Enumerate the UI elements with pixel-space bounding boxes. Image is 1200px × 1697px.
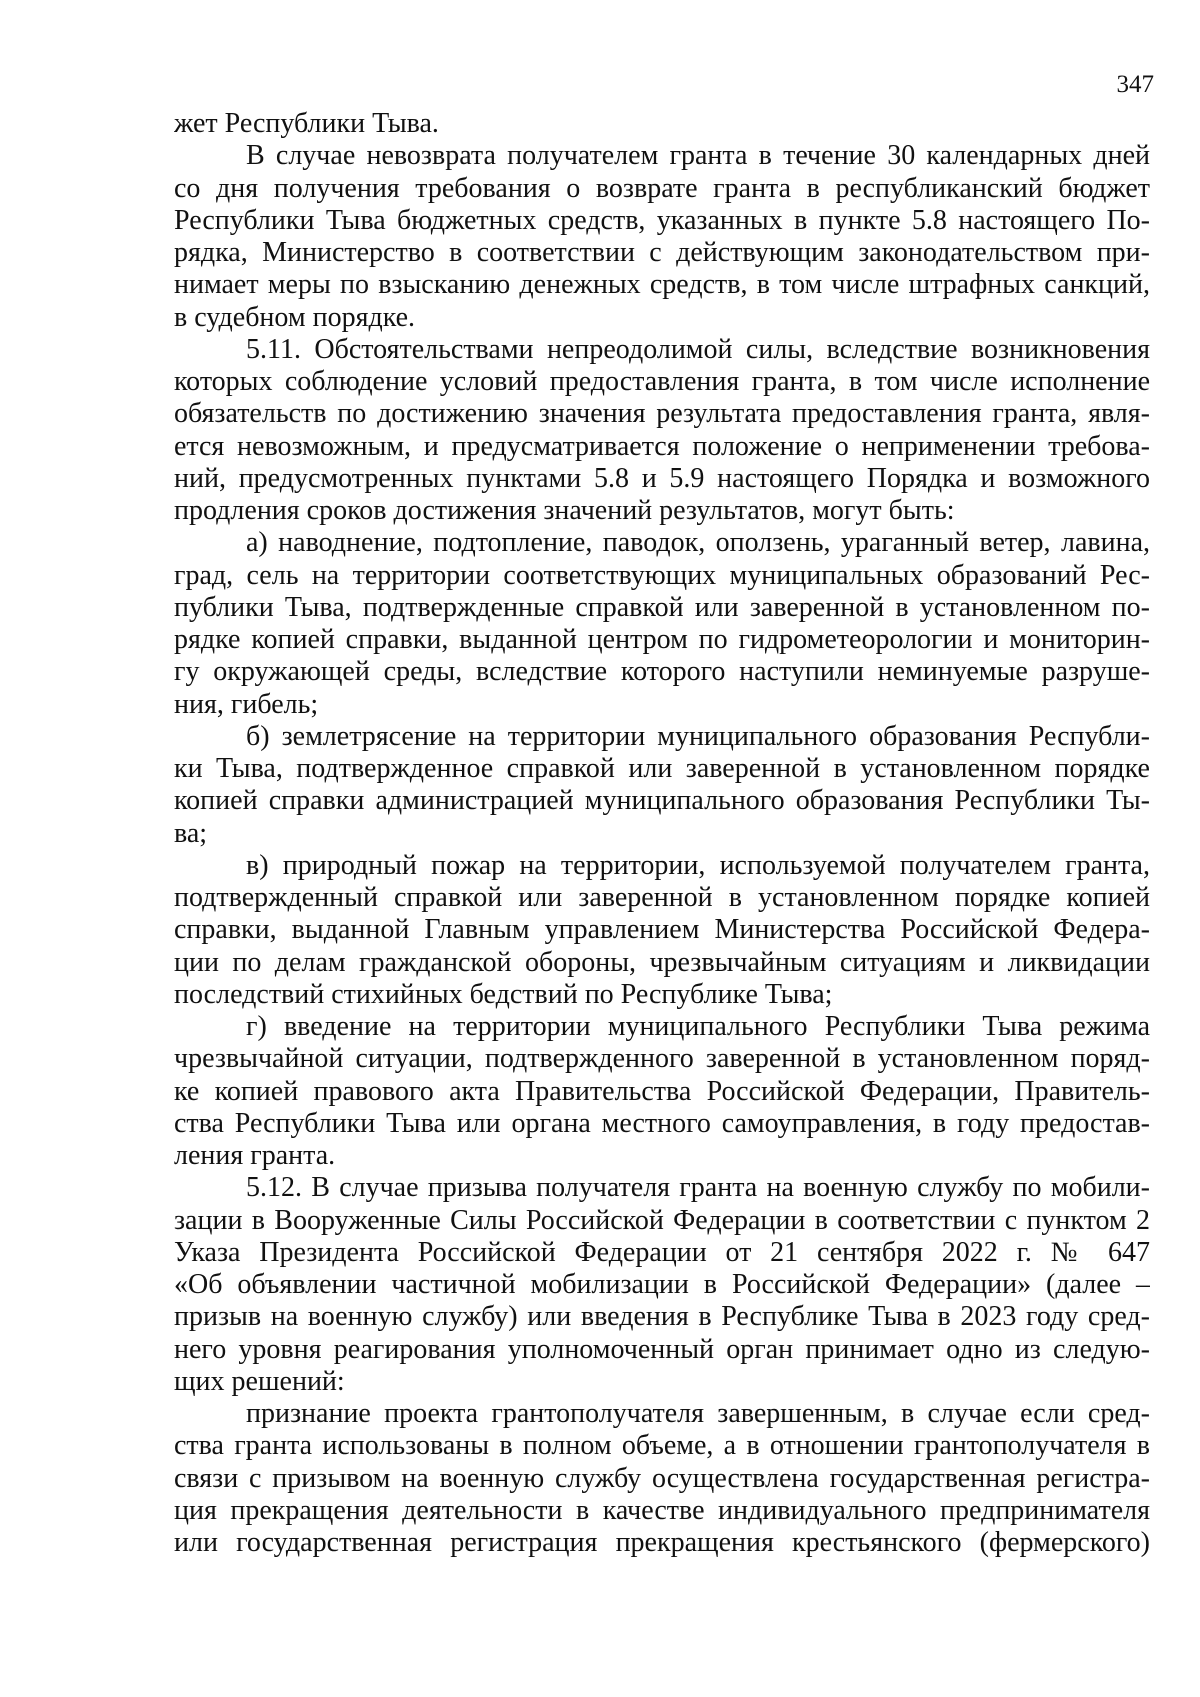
text-line: 5.11. Обстоятельствами непреодолимой силы, вследствие возникновения [246,333,1150,365]
paragraph [174,1172,1150,1398]
text-line: В случае невозврата получателем гранта в течение 30 календарных дней [246,140,1150,172]
text-line: жет Республики Тыва. [174,108,439,139]
text-line: рядка, Министерство в соответствии с действующим законодательством при- [174,237,1150,268]
text-line: Республики Тыва бюджетных средств, указанных в пункте 5.8 настоящего По- [174,204,1150,236]
paragraph [174,140,1150,334]
text-line: ции по делам гражданской обороны, чрезвычайным ситуациям и ликвидации [174,946,1150,978]
text-line: ется невозможным, и предусматривается положение о неприменении требова- [174,430,1150,462]
text-line: связи с призывом на военную службу осуществлена государственная регистра- [174,1462,1150,1494]
text-line: ция прекращения деятельности в качестве индивидуального предпринимателя [174,1494,1150,1526]
text-line: продления сроков достижения значений результатов, могут быть: [174,495,955,526]
text-line: щих решений: [174,1365,345,1397]
text-line: чрезвычайной ситуации, подтвержденного заверенной в установленном поряд- [174,1043,1150,1075]
text-line: справки, выданной Главным управлением Министерства Российской Федера- [174,914,1150,946]
text-line: которых соблюдение условий предоставления гранта, в том числе исполнение [174,366,1150,397]
text-line: обязательств по достижению значения результата предоставления гранта, явля- [174,398,1150,430]
text-line: ки Тыва, подтвержденное справкой или заверенной в установленном порядке [174,753,1150,784]
text-line: ния, гибель; [174,688,319,720]
paragraph [174,527,1150,721]
text-line: в судебном порядке. [174,301,416,333]
paragraph [174,1398,1150,1559]
document-body [174,108,1150,1559]
text-line: подтвержденный справкой или заверенной в установленном порядке копией [174,882,1150,913]
page-number: 347 [1116,71,1154,98]
text-line: ке копией правового акта Правительства Российской Федерации, Правитель- [174,1075,1150,1107]
text-line: г) введение на территории муниципального Республики Тыва режима [246,1011,1150,1042]
text-line: зации в Вооруженные Силы Российской Федерации в соответствии с пунктом 2 [174,1204,1150,1236]
text-line: призыв на военную службу) или введения в Республике Тыва в 2023 году сред- [174,1301,1150,1333]
text-line: в) природный пожар на территории, используемой получателем гранта, [246,849,1150,881]
text-line: 5.12. В случае призыва получателя гранта на военную службу по мобили- [246,1172,1150,1204]
text-line: нимает меры по взысканию денежных средств, в том числе штрафных санкций, [174,269,1150,301]
text-line: со дня получения требования о возврате гранта в республиканский бюджет [174,172,1150,204]
paragraph [174,850,1150,1011]
text-line: признание проекта грантополучателя завершенным, в случае если сред- [246,1398,1150,1429]
text-line: а) наводнение, подтопление, паводок, оползень, ураганный ветер, лавина, [246,527,1150,559]
paragraph [174,1011,1150,1172]
text-line: «Об объявлении частичной мобилизации в Российской Федерации» (далее – [174,1269,1150,1300]
paragraph [174,334,1150,528]
text-line: ства гранта использованы в полном объеме, а в отношении грантополучателя в [174,1430,1150,1462]
paragraph [174,721,1150,850]
text-line: ления гранта. [174,1140,336,1171]
text-line: него уровня реагирования уполномоченный орган принимает одно из следую- [174,1333,1150,1365]
text-line: ства Республики Тыва или органа местного самоуправления, в году предостав- [174,1107,1150,1139]
text-line: или государственная регистрация прекращения крестьянского (фермерского) [174,1527,1150,1558]
text-line: рядке копией справки, выданной центром по гидрометеорологии и мониторин- [174,624,1150,655]
text-line: публики Тыва, подтвержденные справкой или заверенной в установленном по- [174,591,1150,623]
text-line: гу окружающей среды, вследствие которого наступили неминуемые разруше- [174,656,1150,688]
text-line: ний, предусмотренных пунктами 5.8 и 5.9 настоящего Порядка и возможного [174,462,1150,494]
text-line: копией справки администрацией муниципального образования Республики Ты- [174,785,1150,817]
text-line: ва; [174,817,208,849]
text-line: Указа Президента Российской Федерации от 21 сентября 2022 г. № 647 [174,1236,1150,1268]
paragraph [174,108,1150,140]
text-line: последствий стихийных бедствий по Республике Тыва; [174,978,833,1010]
text-line: б) землетрясение на территории муниципального образования Республи- [246,720,1150,752]
text-line: град, сель на территории соответствующих муниципальных образований Рес- [174,559,1150,591]
